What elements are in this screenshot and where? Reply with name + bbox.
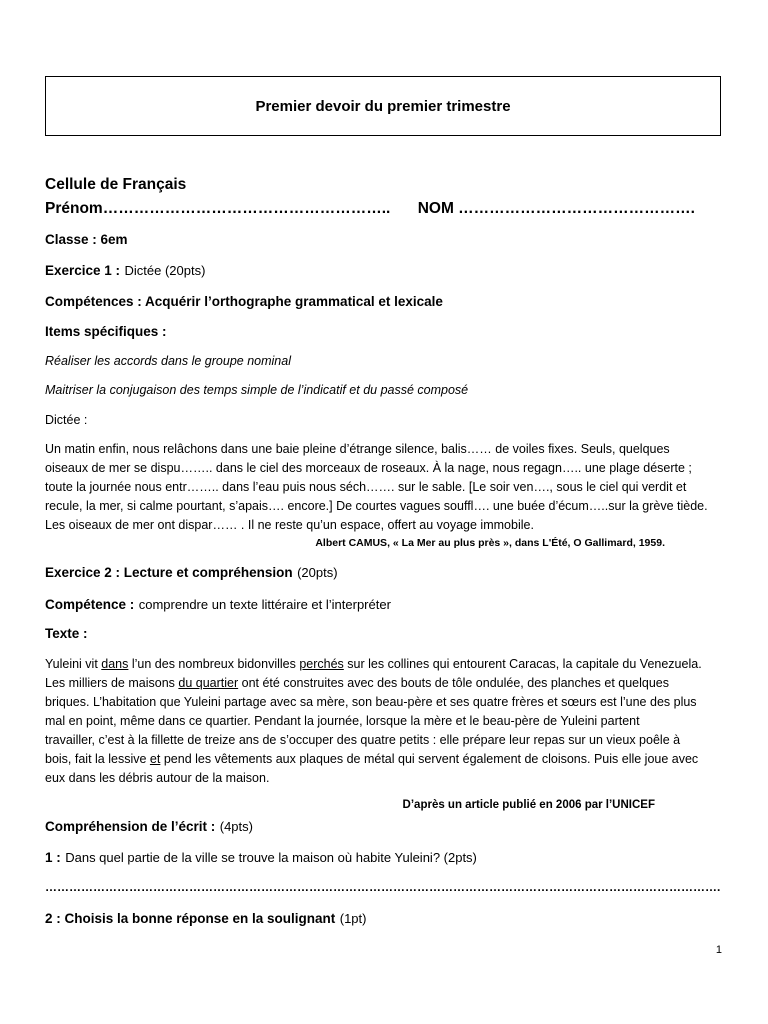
item-2-text: Maitriser la conjugaison des temps simple de l’indicatif et du passé composé: [45, 383, 469, 397]
item-1-text: Réaliser les accords dans le groupe nominal: [45, 354, 291, 368]
competence-text: comprendre un texte littéraire et l’interpréter: [138, 597, 391, 612]
nom-field: NOM ……………………………………….: [417, 200, 695, 217]
underlined-word: et: [149, 752, 161, 766]
text-run: pend les vêtements aux plaques de métal qui servent également de cloisons. Puis elle joue avec: [160, 752, 699, 766]
texte-label-text: Texte :: [45, 626, 88, 641]
exercice2-heading: [45, 564, 725, 582]
reading-line: briques. L’habitation que Yuleini partage avec sa mère, son beau-père et ses quatre frères et sœurs est l’une des plus: [45, 695, 697, 709]
dictee-source: [45, 537, 665, 549]
competence-label: Compétence :: [45, 597, 135, 612]
reading-line: [45, 655, 725, 674]
dictee-line: oiseaux de mer se dispu…….. dans le ciel des morceaux de roseaux. À la nage, nous regagn….. une plage déserte ;: [45, 461, 692, 475]
text-run: sur les collines qui entourent Caracas, la capitale du Venezuela.: [343, 657, 702, 671]
exercice2-points: (20pts): [297, 565, 338, 580]
comprehension-points: (4pts): [219, 819, 253, 834]
document-title: Premier devoir du premier trimestre: [255, 97, 511, 115]
name-row: [45, 198, 725, 220]
dictee-line: Un matin enfin, nous relâchons dans une baie pleine d’étrange silence, balis…… de voiles fixes. Seuls, quelques: [45, 442, 670, 456]
classe-label: Classe : 6em: [45, 232, 128, 247]
prenom-field: Prénom………………………………………………..: [45, 200, 391, 217]
title-box: [45, 76, 721, 136]
text-run: bois, fait la lessive: [45, 752, 150, 766]
item-2: [45, 383, 725, 397]
cellule-line: [45, 174, 725, 196]
page-number: 1: [715, 944, 722, 956]
question-1-text: Dans quel partie de la ville se trouve la maison où habite Yuleini? (2pts): [65, 850, 477, 865]
items-title: [45, 324, 725, 339]
competences-text: Compétences : Acquérir l’orthographe grammatical et lexicale: [45, 294, 443, 309]
question-2-label: 2 : Choisis la bonne réponse en la soulignant: [45, 911, 336, 926]
comprehension-heading: [45, 818, 725, 836]
competences-line: [45, 294, 725, 309]
reading-line: eux dans les débris autour de la maison.: [45, 771, 270, 785]
reading-source: [45, 799, 655, 811]
comprehension-label: Compréhension de l’écrit :: [45, 819, 216, 834]
dictee-label-text: Dictée :: [45, 413, 88, 427]
item-1: [45, 354, 725, 368]
cellule-label: Cellule de Français: [45, 176, 187, 193]
dictee-text: [45, 440, 725, 535]
exercice1-heading: [45, 262, 725, 280]
question-2-points: (1pt): [339, 911, 367, 926]
exercice2-label: Exercice 2 : Lecture et compréhension: [45, 565, 293, 580]
question-1-number: 1 :: [45, 850, 61, 865]
competence-line: [45, 596, 725, 614]
items-title-text: Items spécifiques :: [45, 324, 167, 339]
answer-line[interactable]: [45, 880, 721, 894]
reading-line: [45, 674, 725, 693]
reading-line: mal en point, même dans ce quartier. Pendant la journée, lorsque la mère et le beau-père de Yuleini partent: [45, 714, 640, 728]
exercice1-task: Dictée (20pts): [124, 263, 206, 278]
dictee-line: Les oiseaux de mer ont dispar…… . Il ne reste qu’un espace, offert au voyage immobile.: [45, 518, 534, 532]
text-run: Les milliers de maisons: [45, 676, 179, 690]
underlined-word: perchés: [299, 657, 344, 671]
reading-text: [45, 655, 725, 788]
dictee-source-text: Albert CAMUS, « La Mer au plus près », dans L'Été, O Gallimard, 1959.: [315, 537, 665, 549]
dictee-line: recule, la mer, si calme pourtant, s’apais…. encore.] De courtes vagues souffl…. une buée d’écum…..sur la grève tiède.: [45, 499, 708, 513]
reading-line: [45, 750, 725, 769]
text-run: Yuleini vit: [45, 657, 102, 671]
question-2: [45, 910, 725, 928]
dictee-line: toute la journée nous entr…….. dans l’eau puis nous séch……. sur le sable. [Le soir ven…., sous le ciel qui verdit et: [45, 480, 687, 494]
dictee-label: [45, 411, 725, 430]
reading-source-text: D’après un article publié en 2006 par l’UNICEF: [402, 799, 655, 811]
underlined-word: dans: [101, 657, 129, 671]
classe-line: [45, 232, 725, 247]
answer-dots: …………………………………………………………………………………………………………………………………………………….: [45, 880, 721, 894]
text-run: l’un des nombreux bidonvilles: [128, 657, 300, 671]
exercice1-label: Exercice 1 :: [45, 263, 121, 278]
reading-line: travailler, c’est à la fillette de treize ans de s’occuper des quatre petits : elle prépare leur repas sur un vieux poêle à: [45, 733, 681, 747]
texte-label: [45, 626, 725, 641]
text-run: ont été construites avec des bouts de tôle ondulée, des planches et quelques: [238, 676, 670, 690]
underlined-word: du quartier: [178, 676, 239, 690]
question-1: [45, 849, 725, 867]
